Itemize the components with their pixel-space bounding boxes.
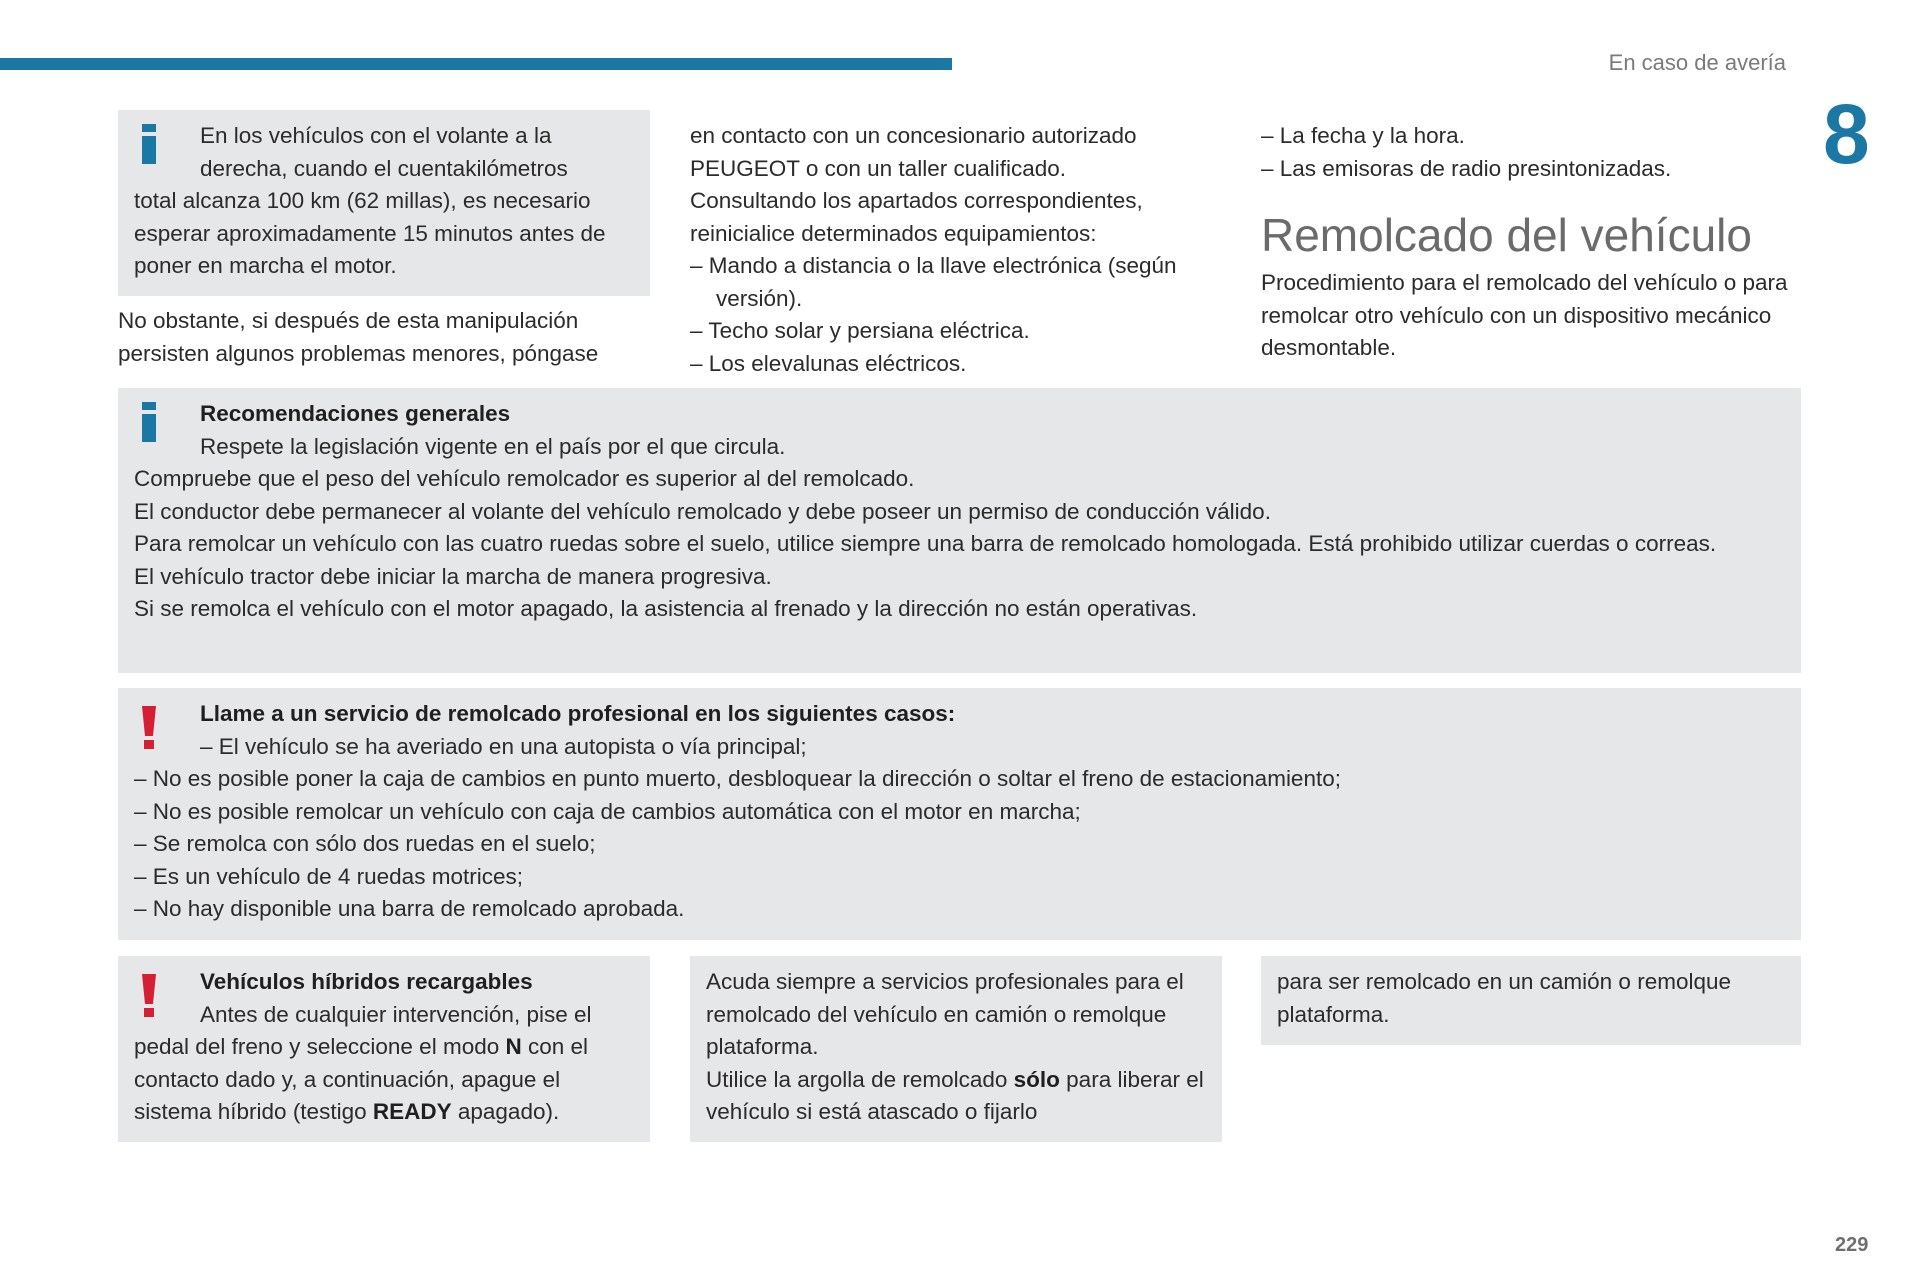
platform-towing-text: para ser remolcado en un camión o remolque plataforma.	[1277, 969, 1731, 1027]
section-title: En caso de avería	[1608, 50, 1786, 75]
list-item: – Se remolca con sólo dos ruedas en el suelo;	[134, 831, 596, 856]
hybrid-warning-box	[118, 956, 650, 1142]
recommendations-line: Si se remolca el vehículo con el motor apagado, la asistencia al frenado y la dirección no están operativas.	[134, 596, 1198, 621]
list-item: – No es posible remolcar un vehículo con caja de cambios automática con el motor en marcha;	[134, 798, 1081, 824]
list-item: – No hay disponible una barra de remolcado aprobada.	[134, 896, 685, 921]
recommendations-line: Para remolcar un vehículo con las cuatro ruedas sobre el suelo, utilice siempre una barra de remolcado homologada. Está prohibido utilizar cuerdas o correas.	[134, 531, 1717, 556]
list-item: – El vehículo se ha averiado en una autopista o vía principal;	[200, 733, 807, 759]
info-icon	[141, 402, 157, 442]
col2-paragraph-2: Consultando los apartados correspondientes, reinicialice determinados equipamientos:	[690, 188, 1143, 246]
recommendations-line: El conductor debe permanecer al volante del vehículo remolcado y debe poseer un permiso de conducción válido.	[134, 498, 1271, 524]
recommendations-box	[118, 388, 1801, 673]
hybrid-warning-title: Vehículos híbridos recargables	[200, 969, 533, 994]
col2	[690, 120, 1210, 380]
list-item: – Techo solar y persiana eléctrica.	[690, 318, 1030, 343]
recommendations-title: Recomendaciones generales	[200, 401, 511, 426]
col3	[1261, 120, 1801, 365]
professional-towing-title: Llame a un servicio de remolcado profesional en los siguientes casos:	[200, 701, 956, 726]
hybrid-warning-text: Antes de cualquier intervención, pise el pedal del freno y seleccione el modo N con el contacto dado y, a continuación, apague el sistema híbrido (testigo READY apagado).	[134, 1001, 592, 1124]
recommendations-line: Respete la legislación vigente en el país por el que circula.	[200, 433, 786, 459]
recommendations-line: El vehículo tractor debe iniciar la marcha de manera progresiva.	[134, 563, 772, 589]
chapter-number: 8	[1823, 87, 1870, 181]
info-icon	[141, 124, 157, 164]
warning-icon	[141, 706, 157, 750]
professional-services-text: Acuda siempre a servicios profesionales para el remolcado del vehículo en camión o remolque plataforma.	[706, 969, 1184, 1059]
professional-services-box	[690, 956, 1222, 1142]
section-heading: Remolcado del vehículo	[1261, 209, 1752, 261]
col2-paragraph-1: en contacto con un concesionario autorizado PEUGEOT o con un taller cualificado.	[690, 123, 1137, 181]
list-item: – Es un vehículo de 4 ruedas motrices;	[134, 863, 523, 889]
list-item: – Las emisoras de radio presintonizadas.	[1261, 155, 1672, 181]
towing-eye-text: Utilice la argolla de remolcado sólo para liberar el vehículo si está atascado o fijarlo	[706, 1066, 1204, 1124]
info-note-box	[118, 110, 650, 296]
list-item: – Los elevalunas eléctricos.	[690, 350, 967, 376]
col1-paragraph-block	[118, 305, 650, 370]
list-item: – No es posible poner la caja de cambios en punto muerto, desbloquear la dirección o soltar el freno de estacionamiento;	[134, 766, 1341, 791]
platform-towing-box	[1261, 956, 1801, 1045]
list-item: – Mando a distancia o la llave electrónica (según versión).	[690, 253, 1177, 311]
info-note-text: total alcanza 100 km (62 millas), es necesario esperar aproximadamente 15 minutos antes de poner en marcha el motor.	[134, 188, 606, 278]
header-accent-bar	[0, 58, 952, 70]
col3-paragraph: Procedimiento para el remolcado del vehículo o para remolcar otro vehículo con un dispositivo mecánico desmontable.	[1261, 270, 1788, 360]
professional-towing-box	[118, 688, 1801, 940]
warning-icon	[141, 974, 157, 1018]
list-item: – La fecha y la hora.	[1261, 123, 1465, 148]
recommendations-line: Compruebe que el peso del vehículo remolcador es superior al del remolcado.	[134, 466, 915, 491]
info-note-line2: derecha, cuando el cuentakilómetros	[200, 155, 568, 181]
col1-paragraph: No obstante, si después de esta manipulación persisten algunos problemas menores, póngase	[118, 308, 599, 366]
page-number: 229	[1835, 1234, 1869, 1256]
info-note-line1: En los vehículos con el volante a la	[200, 123, 552, 148]
